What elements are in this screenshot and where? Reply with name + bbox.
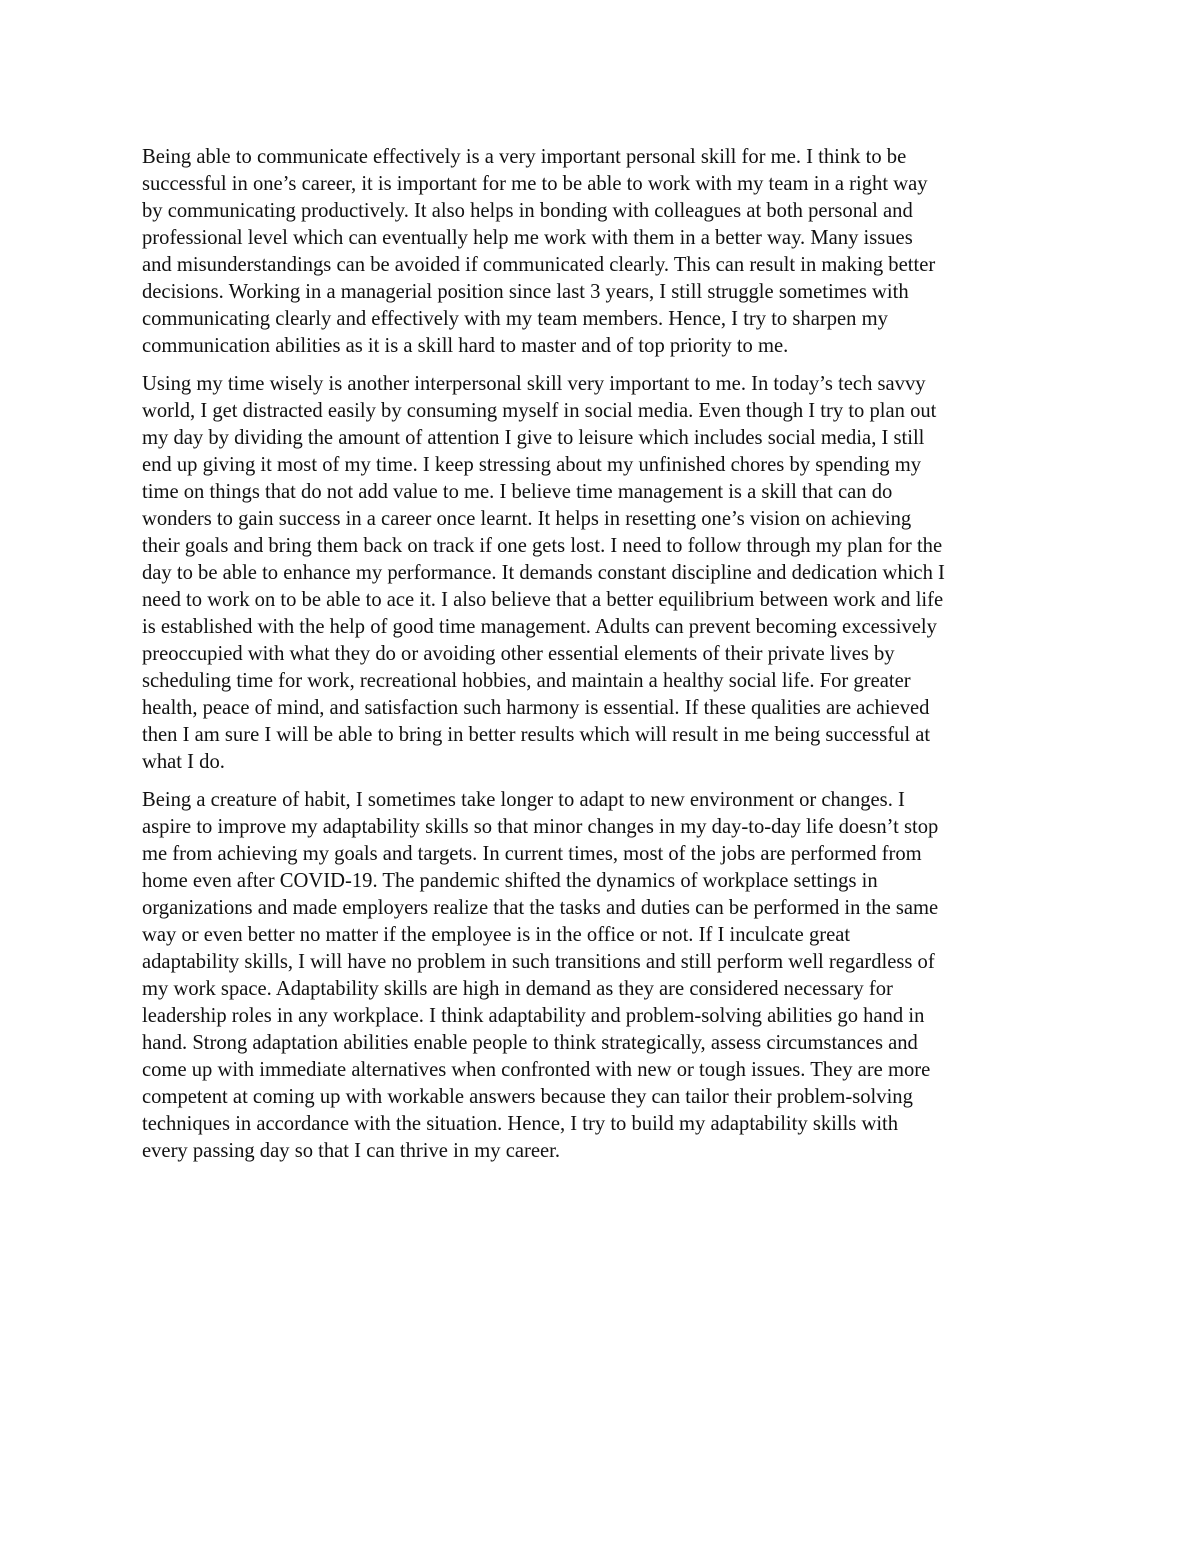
text-line: is established with the help of good time management. Adults can prevent becoming excessively — [142, 616, 937, 638]
text-line: successful in one’s career, it is important for me to be able to work with my team in a right way — [142, 173, 928, 195]
text-line: time on things that do not add value to me. I believe time management is a skill that can do — [142, 481, 893, 503]
text-line: my work space. Adaptability skills are high in demand as they are considered necessary for — [142, 978, 893, 1000]
text-line: my day by dividing the amount of attention I give to leisure which includes social media, I still — [142, 427, 925, 449]
text-line: and misunderstandings can be avoided if communicated clearly. This can result in making better — [142, 254, 936, 276]
text-line: then I am sure I will be able to bring in better results which will result in me being successful at — [142, 724, 931, 746]
text-line: their goals and bring them back on track if one gets lost. I need to follow through my plan for the — [142, 535, 943, 557]
text-line: health, peace of mind, and satisfaction such harmony is essential. If these qualities are achieved — [142, 697, 930, 719]
text-line: Being able to communicate effectively is a very important personal skill for me. I think to be — [142, 146, 907, 168]
text-line: end up giving it most of my time. I keep stressing about my unfinished chores by spending my — [142, 454, 922, 476]
text-line: me from achieving my goals and targets. In current times, most of the jobs are performed from — [142, 843, 922, 865]
text-line: way or even better no matter if the employee is in the office or not. If I inculcate great — [142, 924, 851, 946]
text-line: day to be able to enhance my performance. It demands constant discipline and dedication which I — [142, 562, 945, 584]
text-line: adaptability skills, I will have no problem in such transitions and still perform well regardless of — [142, 951, 935, 973]
text-line: aspire to improve my adaptability skills so that minor changes in my day-to-day life doesn’t stop — [142, 816, 939, 838]
document-body — [142, 144, 1062, 1176]
text-line: home even after COVID-19. The pandemic shifted the dynamics of workplace settings in — [142, 870, 878, 892]
text-line: professional level which can eventually help me work with them in a better way. Many issues — [142, 227, 913, 249]
text-line: what I do. — [142, 751, 225, 773]
text-line: leadership roles in any workplace. I think adaptability and problem-solving abilities go hand in — [142, 1005, 925, 1027]
text-line: hand. Strong adaptation abilities enable people to think strategically, assess circumstances and — [142, 1032, 918, 1054]
text-line: by communicating productively. It also helps in bonding with colleagues at both personal and — [142, 200, 913, 222]
paragraph-time-management — [142, 371, 1062, 776]
text-line: world, I get distracted easily by consuming myself in social media. Even though I try to plan out — [142, 400, 937, 422]
text-line: need to work on to be able to ace it. I also believe that a better equilibrium between work and life — [142, 589, 944, 611]
text-line: communicating clearly and effectively with my team members. Hence, I try to sharpen my — [142, 308, 888, 330]
text-line: scheduling time for work, recreational hobbies, and maintain a healthy social life. For greater — [142, 670, 911, 692]
text-line: communication abilities as it is a skill hard to master and of top priority to me. — [142, 335, 789, 357]
text-line: Using my time wisely is another interpersonal skill very important to me. In today’s tech savvy — [142, 373, 926, 395]
paragraph-communication — [142, 144, 1062, 360]
text-line: preoccupied with what they do or avoiding other essential elements of their private lives by — [142, 643, 895, 665]
text-line: every passing day so that I can thrive in my career. — [142, 1140, 561, 1162]
text-line: techniques in accordance with the situation. Hence, I try to build my adaptability skills with — [142, 1113, 899, 1135]
text-line: Being a creature of habit, I sometimes take longer to adapt to new environment or changes. I — [142, 789, 905, 811]
paragraph-adaptability — [142, 787, 1062, 1165]
text-line: decisions. Working in a managerial position since last 3 years, I still struggle sometimes with — [142, 281, 909, 303]
text-line: organizations and made employers realize that the tasks and duties can be performed in the same — [142, 897, 939, 919]
text-line: come up with immediate alternatives when confronted with new or tough issues. They are more — [142, 1059, 931, 1081]
text-line: competent at coming up with workable answers because they can tailor their problem-solving — [142, 1086, 913, 1108]
text-line: wonders to gain success in a career once learnt. It helps in resetting one’s vision on achieving — [142, 508, 912, 530]
